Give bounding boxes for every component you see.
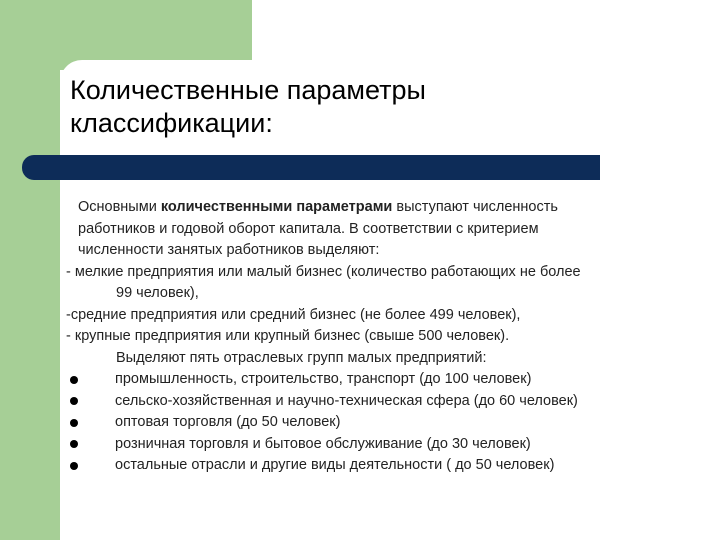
slide-title [70,74,426,140]
title-underline-bar [22,155,600,180]
list-item-text: сельско-хозяйственная и научно-техническая сфера (до 60 человек) [115,392,578,409]
slide-title-line-2: классификации: [70,108,273,138]
small-business-line-continued: 99 человек), [116,285,199,301]
list-item-text: розничная торговля и бытовое обслуживание (до 30 человек) [115,435,531,452]
intro-text-end: выступают численность [392,199,558,215]
bullet-icon [70,419,78,427]
groups-heading: Выделяют пять отраслевых групп малых предприятий: [116,349,487,366]
small-business-line: - мелкие предприятия или малый бизнес (количество работающих не более [66,263,581,280]
bullet-icon [70,376,78,384]
slide-title-line-1: Количественные параметры [70,75,426,105]
intro-line [66,197,716,219]
slide-body [66,197,716,477]
list-item-text: промышленность, строительство, транспорт (до 100 человек) [115,371,532,387]
body-line-2: работников и годовой оборот капитала. В соответствии с критерием [78,220,539,237]
bullet-icon [70,462,78,470]
bullet-icon [70,440,78,448]
list-item-text: оптовая торговля (до 50 человек) [115,414,341,430]
list-item [66,412,716,434]
body-line-3: численности занятых работников выделяют: [78,242,380,258]
list-item [66,391,716,413]
list-item [66,369,716,391]
list-item [66,434,716,456]
list-item-text: остальные отрасли и другие виды деятельности ( до 50 человек) [115,457,555,473]
list-item [66,455,716,477]
intro-bold-text: количественными параметрами [160,199,393,215]
green-sidebar-decoration [0,0,60,540]
bullet-icon [70,397,78,405]
medium-business-line: -средние предприятия или средний бизнес (не более 499 человек), [66,306,521,323]
large-business-line: - крупные предприятия или крупный бизнес (свыше 500 человек). [66,328,510,344]
intro-text-start: Основными [78,199,161,215]
